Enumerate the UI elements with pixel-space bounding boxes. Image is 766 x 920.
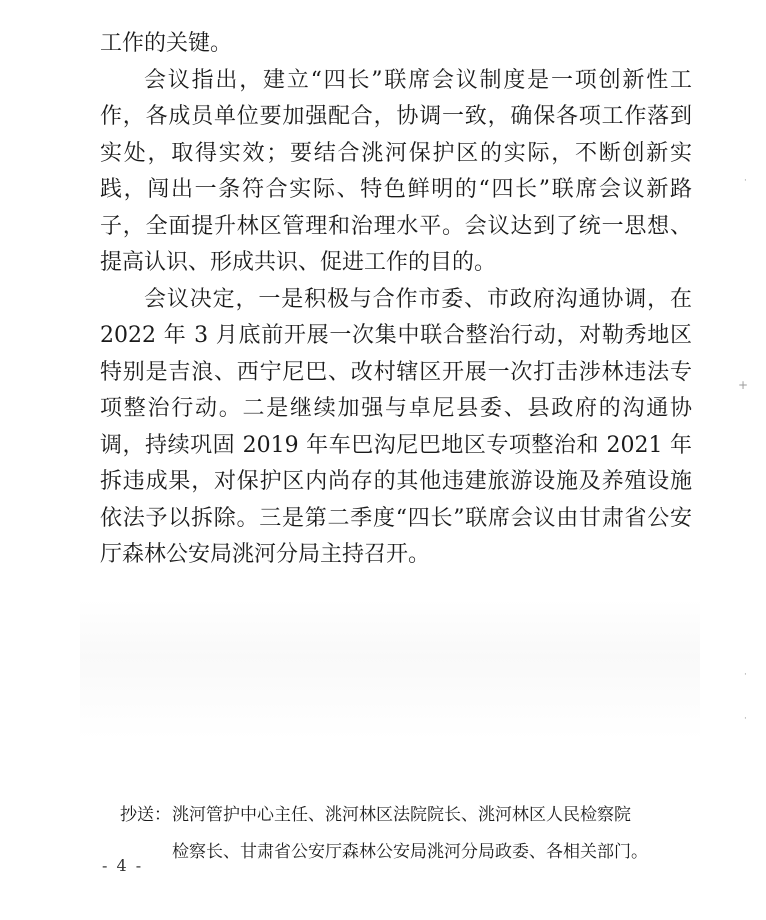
cc-label: 抄送： [120, 805, 171, 825]
faded-background-area [80, 600, 700, 740]
scan-mark-dot-icon: · [744, 176, 747, 186]
cc-row-1 [120, 797, 710, 834]
scan-mark-dot-icon: · [744, 714, 747, 724]
paragraph-meeting-decisions: 会议决定，一是积极与合作市委、市政府沟通协调，在 2022 年 3 月底前开展一次集中联合整治行动，对勒秀地区特别是吉浪、西宁尼巴、改村辖区开展一次打击涉林违法专项整治行动。二是继续加强与卓尼县委、县政府的沟通协调，持续巩固 2019 年车巴沟尼巴地区专项整治和 2021 年拆违成果，对保护区内尚存的其他违建旅游设施及养殖设施依法予以拆除。三是第二季度“四长”联席会议由甘肃省公安厅森林公安局洮河分局主持召开。 [100, 286, 692, 567]
cc-row-2 [120, 834, 710, 871]
scan-mark-dot-icon: · [744, 670, 747, 680]
body-text [100, 26, 692, 574]
paragraph-continuation: 工作的关键。 [100, 31, 233, 56]
cc-block [120, 797, 710, 871]
page-number: - 4 - [102, 856, 144, 875]
cc-recipients-line-1: 洮河管护中心主任、洮河林区法院院长、洮河林区人民检察院 [172, 805, 631, 825]
cc-recipients-line-2: 检察长、甘肃省公安厅森林公安局洮河分局政委、各相关部门。 [172, 842, 648, 862]
paragraph-meeting-points: 会议指出，建立“四长”联席会议制度是一项创新性工作，各成员单位要加强配合，协调一致，确保各项工作落到实处，取得实效；要结合洮河保护区的实际，不断创新实践，闯出一条符合实际、特色鲜明的“四长”联席会议新路子，全面提升林区管理和治理水平。会议达到了统一思想、提高认识、形成共识、促进工作的目的。 [100, 67, 692, 275]
scan-mark-plus-icon: + [738, 378, 749, 392]
